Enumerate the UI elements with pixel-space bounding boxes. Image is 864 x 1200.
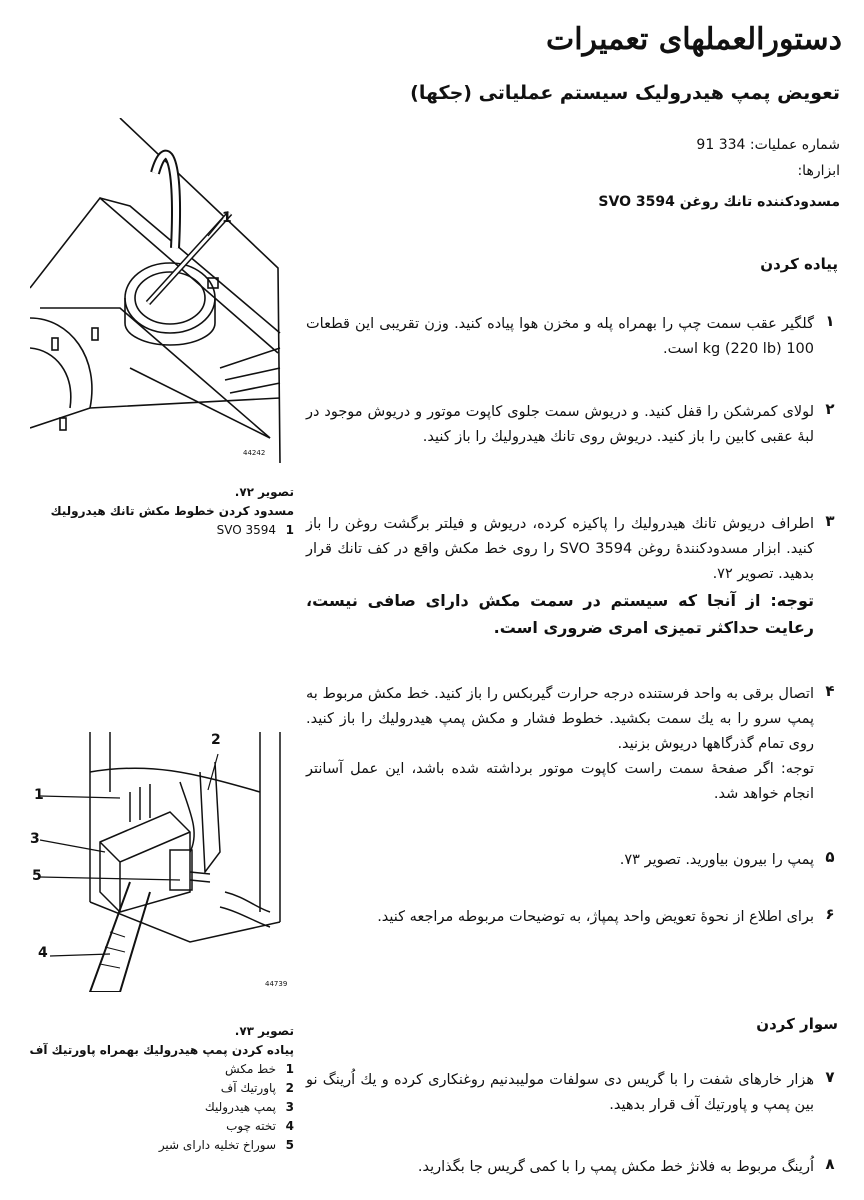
step-number: ۴ bbox=[825, 682, 835, 700]
caption-item: 1 SVO 3594 bbox=[216, 523, 294, 537]
step-6 bbox=[306, 905, 846, 930]
figure-73-callout-5: 5 bbox=[32, 868, 42, 884]
figure-73-caption bbox=[4, 1022, 294, 1155]
caption-item: 1 خط مکش bbox=[225, 1062, 294, 1076]
step-number: ۲ bbox=[825, 400, 835, 418]
operation-number: شماره عملیات: 334 91 bbox=[696, 137, 840, 153]
figure-73-illustration bbox=[30, 732, 292, 992]
caption-desc: مسدود کردن خطوط مکش تانك هیدرولیك bbox=[50, 504, 294, 518]
tools-label: ابزارها: bbox=[797, 163, 840, 179]
caption-item: 2 پاورتیك آف bbox=[220, 1081, 294, 1095]
caption-desc: پیاده کردن پمپ هیدرولیك بهمراه پاورتیك آف bbox=[29, 1043, 294, 1057]
caption-item: 4 تخته چوب bbox=[226, 1119, 294, 1133]
step-note: توجه: از آنجا که سیستم در سمت مکش دارای صافی نیست، رعایت حداکثر تمیزی امری ضروری است. bbox=[306, 591, 814, 637]
figure-73-callout-2: 2 bbox=[211, 732, 221, 748]
caption-item: 5 سوراخ تخلیه دارای شیر bbox=[158, 1138, 294, 1152]
step-text: برای اطلاع از نحوهٔ تعویض واحد پمپاژ، به توضیحات مربوطه مراجعه کنید. bbox=[377, 909, 814, 925]
page-title: دستورالعملهای تعمیرات bbox=[545, 22, 842, 57]
tool-item: مسدودکننده تانك روغن SVO 3594 bbox=[598, 194, 840, 210]
section-installation: سوار کردن bbox=[756, 1015, 838, 1033]
step-7 bbox=[306, 1068, 846, 1118]
figure-72-illustration bbox=[30, 118, 292, 463]
step-text: هزار خارهای شفت را با گریس دی سولفات مولیبدنیم روغنکاری کرده و یك اُرینگ نو بین پمپ و پاورتیك آف قرار بدهید. bbox=[306, 1072, 814, 1113]
step-number: ۱ bbox=[825, 312, 835, 330]
step-1 bbox=[306, 312, 846, 362]
figure-73-callout-1: 1 bbox=[34, 787, 44, 803]
step-number: ۷ bbox=[825, 1068, 835, 1086]
figure-73-code: 44739 bbox=[265, 980, 288, 988]
step-number: ۶ bbox=[825, 905, 835, 923]
figure-72-caption bbox=[4, 483, 294, 540]
step-text: اطراف دریوش تانك هیدرولیك را پاکیزه کرده، دریوش و فیلتر برگشت روغن را باز کنید. ابزار مسدودکنندهٔ روغن SVO 3594 را روی خط مکش واقع در کف تانك قرار بدهید. تصویر ۷۲. bbox=[306, 516, 814, 582]
step-number: ۸ bbox=[825, 1155, 835, 1173]
figure-73-callout-4: 4 bbox=[38, 945, 48, 961]
figure-73-callout-3: 3 bbox=[30, 831, 40, 847]
step-number: ۵ bbox=[825, 848, 835, 866]
step-5 bbox=[306, 848, 846, 873]
step-2 bbox=[306, 400, 846, 450]
step-text: پمپ را بیرون بیاورید. تصویر ۷۳. bbox=[619, 852, 814, 868]
step-text: اتصال برقی به واحد فرستنده درجه حرارت گیربکس را باز کنید. خط مکش مربوط به پمپ سرو را به یك سمت بکشید. خطوط فشار و مکش پمپ هیدرولیك را باز کنید. روی تمام گذرگاهها دریوش بزنید. bbox=[306, 686, 814, 752]
step-8 bbox=[306, 1155, 846, 1180]
step-3 bbox=[306, 512, 846, 641]
figure-72-callout-1: 1 bbox=[222, 210, 232, 226]
step-note: توجه: اگر صفحهٔ سمت راست کاپوت موتور برداشته شده باشد، این عمل آسانتر انجام خواهد شد. bbox=[306, 761, 814, 802]
caption-title: تصویر ۷۳. bbox=[234, 1024, 294, 1038]
step-text: لولای کمرشکن را قفل کنید. و دریوش سمت جلوی کاپوت موتور و دریوش موجود در لبهٔ عقبی کابین را باز کنید. دریوش روی تانك هیدرولیك را باز کنید. bbox=[306, 404, 814, 445]
section-removal: پیاده کردن bbox=[760, 255, 838, 273]
step-4 bbox=[306, 682, 846, 807]
page-subtitle: تعویض پمپ هیدرولیک سیستم عملیاتی (جکها) bbox=[410, 82, 840, 104]
caption-title: تصویر ۷۲. bbox=[234, 485, 294, 499]
figure-72-code: 44242 bbox=[243, 449, 266, 457]
step-text: اُرینگ مربوط به فلانژ خط مکش پمپ را با کمی گریس جا بگذارید. bbox=[417, 1159, 814, 1175]
step-text: گلگیر عقب سمت چپ را بهمراه پله و مخزن هوا پیاده کنید. وزن تقریبی این قطعات 100 kg (220 lb) است. bbox=[306, 316, 814, 357]
caption-item: 3 پمپ هیدرولیك bbox=[204, 1100, 294, 1114]
step-number: ۳ bbox=[825, 512, 835, 530]
